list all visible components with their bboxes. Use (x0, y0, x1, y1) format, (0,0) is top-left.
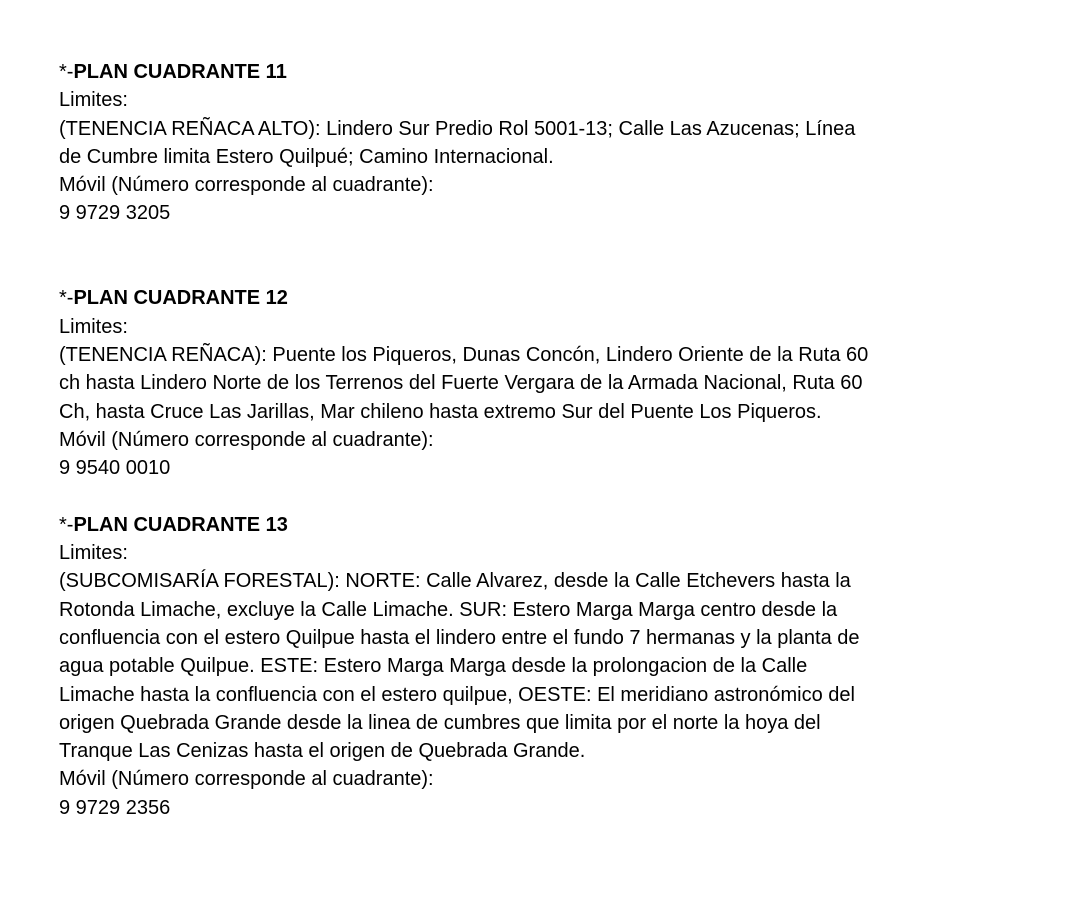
limits-description-line: Tranque Las Cenizas hasta el origen de Quebrada Grande. (59, 740, 586, 763)
limits-description-line: confluencia con el estero Quilpue hasta el lindero entre el fundo 7 hermanas y la planta de (59, 626, 860, 649)
mobile-label: Móvil (Número corresponde al cuadrante): (59, 174, 434, 197)
limits-description-line: (TENENCIA REÑACA): Puente los Piqueros, Dunas Concón, Lindero Oriente de la Ruta 60 (59, 343, 869, 366)
limits-label: Limites: (59, 89, 128, 112)
limits-description-line: Rotonda Limache, excluye la Calle Limache. SUR: Estero Marga Marga centro desde la (59, 598, 838, 621)
section-heading (59, 511, 1049, 539)
limits-description-line: ch hasta Lindero Norte de los Terrenos del Fuerte Vergara de la Armada Nacional, Ruta 60 (59, 372, 863, 395)
heading-prefix: *- (59, 513, 74, 536)
phone-number: 9 9729 3205 (59, 202, 171, 225)
section-plan-cuadrante-11 (59, 58, 1049, 228)
heading-title: PLAN CUADRANTE 12 (73, 287, 288, 310)
phone-number: 9 9540 0010 (59, 457, 171, 480)
limits-description-line: (SUBCOMISARÍA FORESTAL): NORTE: Calle Alvarez, desde la Calle Etchevers hasta la (59, 570, 851, 593)
limits-label: Limites: (59, 315, 128, 338)
limits-description-line: Ch, hasta Cruce Las Jarillas, Mar chileno hasta extremo Sur del Puente Los Piqueros. (59, 400, 822, 423)
heading-prefix: *- (59, 287, 74, 310)
mobile-label: Móvil (Número corresponde al cuadrante): (59, 768, 434, 791)
document-body (59, 58, 1049, 822)
section-plan-cuadrante-13 (59, 511, 1049, 822)
limits-description-line: Limache hasta la confluencia con el estero quilpue, OESTE: El meridiano astronómico del (59, 683, 855, 706)
limits-description-line: agua potable Quilpue. ESTE: Estero Marga Marga desde la prolongacion de la Calle (59, 655, 808, 678)
heading-prefix: *- (59, 61, 74, 83)
mobile-label: Móvil (Número corresponde al cuadrante): (59, 428, 434, 451)
heading-title: PLAN CUADRANTE 13 (73, 513, 288, 536)
section-heading (59, 58, 1049, 86)
section-plan-cuadrante-12 (59, 284, 1049, 482)
limits-description-line: (TENENCIA REÑACA ALTO): Lindero Sur Predio Rol 5001-13; Calle Las Azucenas; Línea (59, 117, 856, 140)
limits-description-line: de Cumbre limita Estero Quilpué; Camino Internacional. (59, 145, 554, 168)
limits-description-line: origen Quebrada Grande desde la linea de cumbres que limita por el norte la hoya del (59, 711, 821, 734)
phone-number: 9 9729 2356 (59, 796, 171, 819)
heading-title: PLAN CUADRANTE 11 (73, 61, 287, 83)
limits-label: Limites: (59, 542, 128, 565)
section-heading (59, 284, 1049, 312)
